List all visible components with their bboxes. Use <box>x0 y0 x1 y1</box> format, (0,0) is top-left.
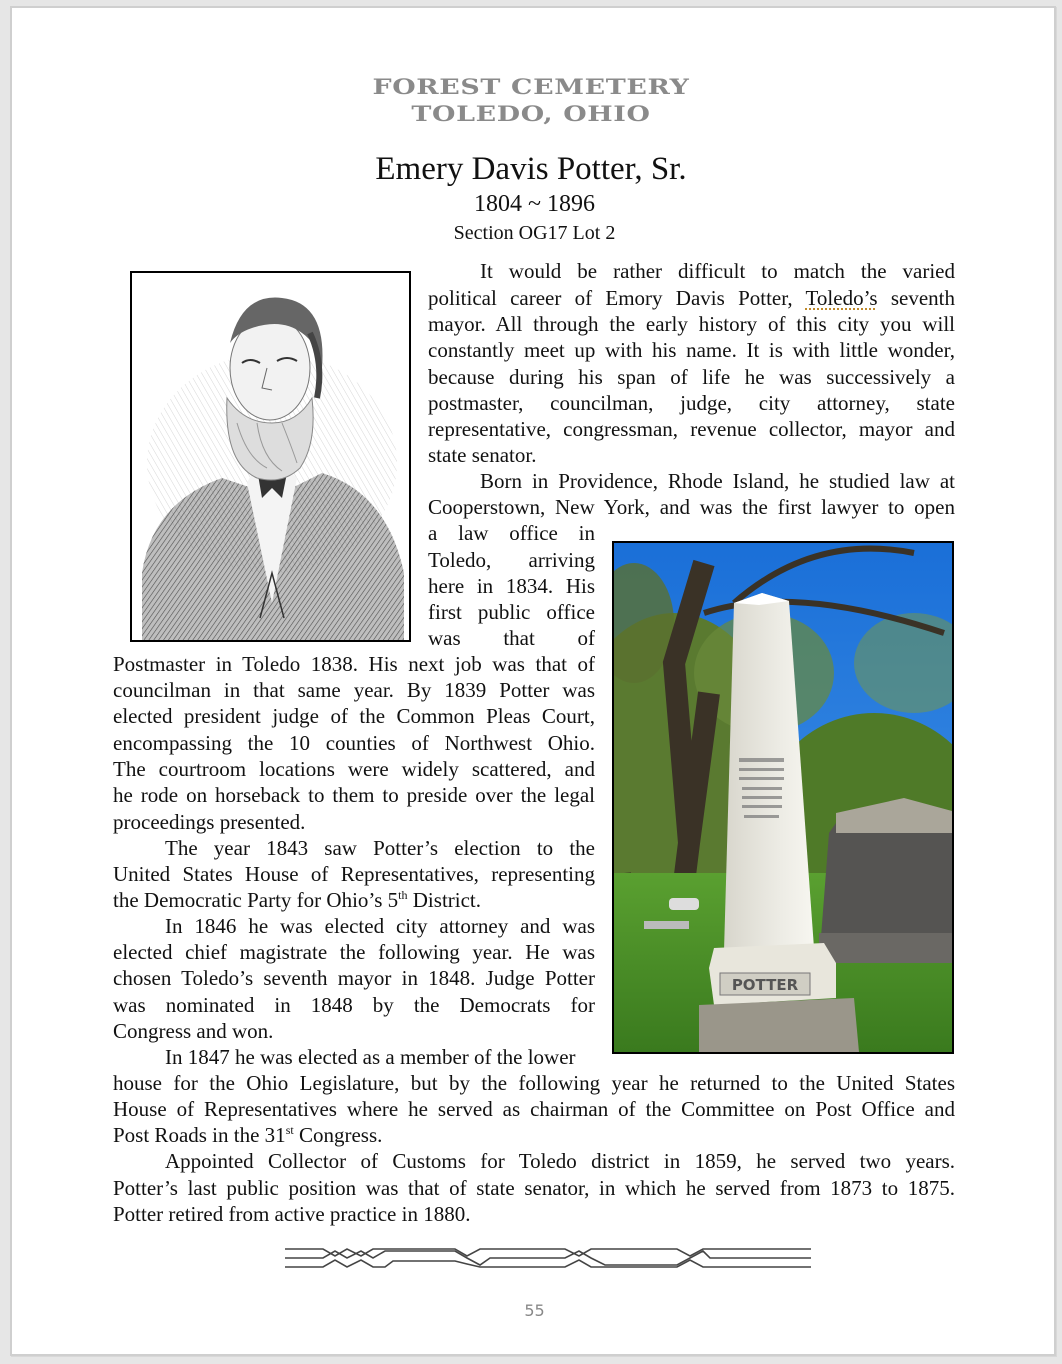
text-line: house for the Ohio Legislature, but by the following year he returned to the United States <box>113 1071 955 1095</box>
page-title: Emery Davis Potter, Sr. <box>375 151 687 187</box>
spellcheck-flagged-word: Toledo’s <box>805 286 878 310</box>
text-line: constantly meet up with his name. It is with little wonder, <box>428 338 955 362</box>
text-line: chosen Toledo’s seventh mayor in 1848. Judge Potter <box>113 966 595 990</box>
text-line: proceedings presented. <box>113 810 306 834</box>
text-line: first public office <box>428 600 595 624</box>
text-line: elected chief magistrate the following year. He was <box>113 940 595 964</box>
text-line: Potter’s last public position was that of state senator, in which he served from 1873 to 1875. <box>113 1176 955 1200</box>
text-segment: seventh <box>877 286 955 310</box>
text-line: Cooperstown, New York, and was the first lawyer to open <box>428 495 955 519</box>
text-line: In 1846 he was elected city attorney and was <box>165 914 595 938</box>
text-line: encompassing the 10 counties of Northwest Ohio. <box>113 731 595 755</box>
text-line: he rode on horseback to them to preside over the legal <box>113 783 595 807</box>
text-segment: the Democratic Party for Ohio’s 5 <box>113 888 399 912</box>
cemetery-name-heading: FOREST CEMETERY <box>372 74 690 99</box>
text-line: United States House of Representatives, representing <box>113 862 595 886</box>
text-line: mayor. All through the early history of this city you will <box>428 312 955 336</box>
text-line: Born in Providence, Rhode Island, he studied law at <box>480 469 955 493</box>
text-line: councilman in that same year. By 1839 Potter was <box>113 678 595 702</box>
text-line: Postmaster in Toledo 1838. His next job was that of <box>113 652 595 676</box>
text-line: Congress and won. <box>113 1019 274 1043</box>
text-segment: District. <box>407 888 482 912</box>
text-line: The year 1843 saw Potter’s election to the <box>165 836 595 860</box>
text-line: here in 1834. His <box>428 574 595 598</box>
text-line <box>113 1122 955 1148</box>
text-segment: political career of Emory Davis Potter, <box>428 286 806 310</box>
text-line: Toledo, arriving <box>428 548 595 572</box>
text-line: because during his span of life he was successively a <box>428 365 955 389</box>
gravestone-photo <box>612 541 954 1054</box>
text-line: representative, congressman, revenue collector, mayor and <box>428 417 955 441</box>
text-line: state senator. <box>428 443 537 467</box>
text-line: was that of <box>428 626 595 650</box>
ordinal-suffix: th <box>398 888 408 902</box>
life-dates: 1804 ~ 1896 <box>474 191 595 217</box>
cemetery-location-heading: TOLEDO, OHIO <box>411 101 651 126</box>
plot-location: Section OG17 Lot 2 <box>453 222 616 244</box>
text-line <box>113 887 595 913</box>
text-line: Potter retired from active practice in 1880. <box>113 1202 471 1226</box>
ordinal-suffix: st <box>285 1123 294 1137</box>
text-line: In 1847 he was elected as a member of the lower <box>165 1045 576 1069</box>
text-line: The courtroom locations were widely scattered, and <box>113 757 595 781</box>
text-segment: Congress. <box>293 1123 383 1147</box>
portrait-image <box>130 271 411 642</box>
gravestone-inscription: POTTER <box>731 976 799 994</box>
page-number: 55 <box>524 1301 545 1320</box>
text-line: House of Representatives where he served as chairman of the Committee on Post Office and <box>113 1097 955 1121</box>
text-line: postmaster, councilman, judge, city attorney, state <box>428 391 955 415</box>
text-line: elected president judge of the Common Pleas Court, <box>113 704 595 728</box>
text-segment: Post Roads in the 31 <box>113 1123 286 1147</box>
obelisk-photo-icon <box>614 543 952 1052</box>
text-line: Appointed Collector of Customs for Toledo district in 1859, he served two years. <box>165 1149 955 1173</box>
portrait-engraving-icon <box>132 273 409 640</box>
text-line: was nominated in 1848 by the Democrats for <box>113 993 595 1017</box>
text-line <box>428 285 955 311</box>
text-line: It would be rather difficult to match the varied <box>480 259 955 283</box>
braided-divider-ornament <box>285 1244 811 1272</box>
text-line: a law office in <box>428 521 595 545</box>
